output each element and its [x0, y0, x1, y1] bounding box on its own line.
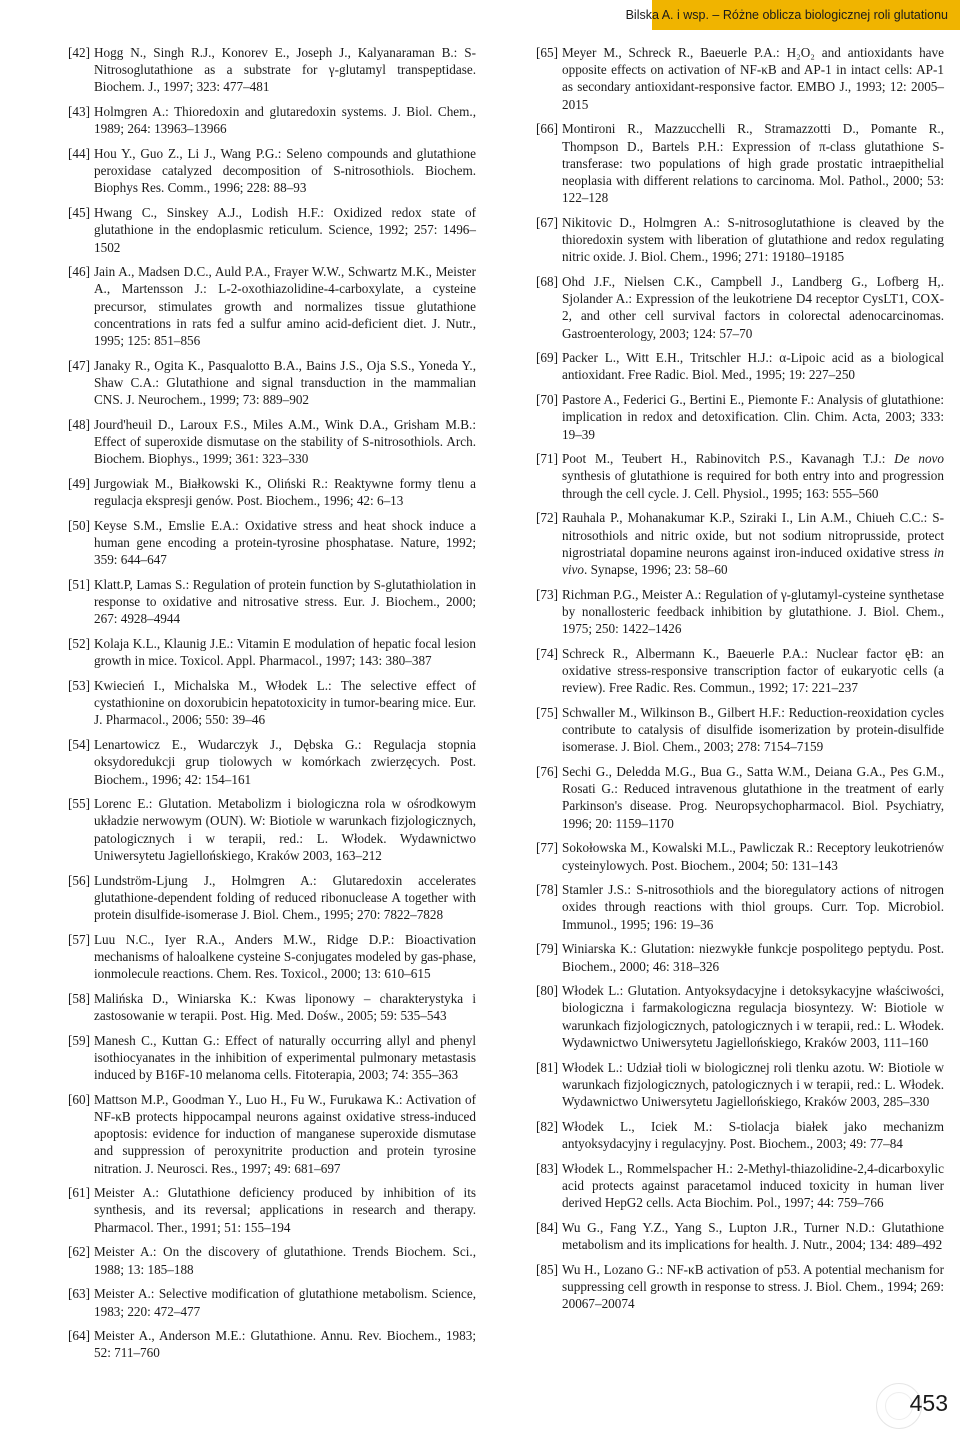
- reference-item: [536, 120, 944, 206]
- reference-number: [78]: [536, 882, 558, 898]
- reference-italic-text: De novo: [894, 451, 944, 467]
- reference-item: [68, 475, 476, 509]
- reference-item: [536, 1118, 944, 1152]
- reference-text: Hwang C., Sinskey A.J., Lodish H.F.: Oxidized redox state of glutathione in the endoplasmic reticulum. Science, 1992; 257: 1496–1502: [93, 205, 476, 255]
- reference-text: Kwiecień I., Michalska M., Włodek L.: The selective effect of cystathionine on doxorubicin hepatotoxicity in tumor-bearing mice. Eur. J. Pharmacol., 2006; 550: 39–46: [93, 678, 476, 728]
- reference-number: [81]: [536, 1059, 558, 1075]
- reference-item: [68, 931, 476, 983]
- reference-number: [43]: [68, 104, 90, 120]
- reference-item: [68, 263, 476, 349]
- reference-item: [68, 677, 476, 729]
- reference-number: [73]: [536, 586, 558, 602]
- reference-item: [536, 645, 944, 697]
- reference-text: Schwaller M., Wilkinson B., Gilbert H.F.: Reduction-reoxidation cycles contribute to catalysis of disulfide isomerization by protein-disulfide isomerase. J. Biol. Chem., 2003; 278: 7154–7159: [561, 704, 944, 755]
- reference-number: [67]: [536, 214, 558, 230]
- reference-item: [68, 517, 476, 569]
- reference-item: [536, 1261, 944, 1313]
- reference-text: Schreck R., Albermann K., Baeuerle P.A.: Nuclear factor ęB: an oxidative stress-responsive transcription factor of eukaryotic cells (a review). Free Radic. Res. Commun., 1992; 17: 221–237: [561, 645, 944, 696]
- references-left-column: [68, 44, 476, 1369]
- reference-item: [536, 1219, 944, 1253]
- reference-text: Hou Y., Guo Z., Li J., Wang P.G.: Seleno compounds and glutathione peroxidase catalyzed decomposition of S-nitrosothiols. Biochem. Biophys Res. Comm., 1996; 228: 88–93: [93, 146, 476, 196]
- reference-text: Poot M., Teubert H., Rabinovitch P.S., Kavanagh T.J.:: [561, 451, 895, 467]
- reference-text: Keyse S.M., Emslie E.A.: Oxidative stress and heat shock induce a human gene encoding a protein-tyrosine phosphatase. Nature, 1992; 359: 644–647: [93, 517, 476, 568]
- reference-number: [57]: [68, 931, 90, 947]
- reference-item: [68, 1285, 476, 1319]
- reference-text: Winiarska K.: Glutation: niezwykłe funkcje pospolitego peptydu. Post. Biochem., 2000; 46: 318–326: [561, 941, 944, 974]
- reference-text: Włodek L.: Udział tioli w biologicznej roli tlenku azotu. W: Biotiole w warunkach fizjologicznych, patologicznych i w terapii, red.: L. Włodek. Wydawnictwo Uniwersytetu Jagiellońskiego, Kraków 2003, 285–330: [561, 1059, 944, 1109]
- reference-text: Meister A.: Selective modification of glutathione metabolism. Science, 1983; 220: 472–477: [93, 1286, 476, 1319]
- reference-text: Stamler J.S.: S-nitrosothiols and the bioregulatory actions of nitrogen oxides through reactions with thiol groups. Curr. Top. Microbiol. Immunol., 1995; 196: 19–36: [561, 882, 944, 932]
- reference-text: Klatt.P, Lamas S.: Regulation of protein function by S-glutathiolation in response to oxidative and nitrosative stress. Eur. J. Biochem., 2000; 267: 4928–4944: [93, 576, 476, 627]
- reference-item: [536, 881, 944, 933]
- reference-number: [80]: [536, 983, 558, 999]
- reference-item: [68, 795, 476, 864]
- reference-number: [69]: [536, 350, 558, 366]
- reference-text: Włodek L., Iciek M.: S-tiolacja białek jako mechanizm antyoksydacyjny i regulacyjny. Post. Biochem., 2003; 49: 77–84: [561, 1118, 944, 1151]
- reference-text: Meister A.: On the discovery of glutathione. Trends Biochem. Sci., 1988; 13: 185–188: [93, 1244, 476, 1277]
- reference-number: [45]: [68, 205, 90, 221]
- reference-number: [70]: [536, 392, 558, 408]
- running-head: Bilska A. i wsp. – Różne oblicza biologicznej roli glutationu: [625, 8, 948, 22]
- reference-text: Nikitovic D., Holmgren A.: S-nitrosoglutathione is cleaved by the thioredoxin system with liberation of glutathione and redox regulating nitric oxide. J. Biol. Chem., 1996; 271: 19180–19185: [561, 214, 944, 265]
- reference-number: [64]: [68, 1328, 90, 1344]
- reference-number: [72]: [536, 510, 558, 526]
- reference-item: [68, 1091, 476, 1177]
- reference-item: [536, 982, 944, 1051]
- reference-text: Jurgowiak M., Białkowski K., Oliński R.: Reaktywne formy tlenu a regulacja ekspresji genów. Post. Biochem., 1996; 42: 6–13: [93, 475, 476, 509]
- reference-number: [53]: [68, 678, 90, 693]
- reference-text: Ohd J.F., Nielsen C.K., Campbell J., Landberg G., Lofberg H,. Sjolander A.: Expression of the leukotriene D4 receptor CysLT1, COX-2, and other cell survival factors in colorectal adenocarcinomas. Gastroenterology, 2003; 124: 57–70: [561, 273, 944, 341]
- reference-item: [536, 349, 944, 383]
- reference-number: [76]: [536, 764, 558, 780]
- reference-item: [536, 1160, 944, 1212]
- reference-item: [68, 1327, 476, 1361]
- reference-text: Lenartowicz E., Wudarczyk J., Dębska G.: Regulacja stopnia oksydoredukcji grup tiolowych w komórkach zwierzęcych. Post. Biochem., 1996; 42: 154–161: [93, 737, 476, 787]
- reference-number: [42]: [68, 45, 90, 60]
- reference-text: synthesis of glutathione is required for both entry into and progression through the cell cycle. J. Cell. Physiol., 1995; 163: 555–560: [562, 468, 944, 501]
- reference-text: Sokołowska M., Kowalski M.L., Pawliczak R.: Receptory leukotrienów cysteinylowych. Post. Biochem., 2004; 50: 131–143: [561, 840, 944, 873]
- reference-text: Lorenc E.: Glutation. Metabolizm i biologiczna rola w ośrodkowym układzie nerwowym (OUN). W: Biotiole w warunkach fizjologicznych, patologicznych i w terapii, red.: L. Włodek. Wydawnictwo Uniwersytetu Jagiellońskiego, Kraków 2003, 163–212: [93, 796, 476, 863]
- reference-text: Lundström-Ljung J., Holmgren A.: Glutaredoxin accelerates glutathione-dependent folding of reduced ribonuclease A together with protein disulfide-isomerase J. Biol. Chem., 1995; 270: 7822–7828: [93, 872, 476, 922]
- references-right-column: [536, 44, 944, 1320]
- reference-number: [48]: [68, 416, 90, 432]
- reference-item: [536, 450, 944, 502]
- reference-number: [56]: [68, 872, 90, 888]
- reference-text: Mattson M.P., Goodman Y., Luo H., Fu W., Furukawa K.: Activation of NF-κB protects hippocampal neurons against oxidative stress-induced apoptosis: evidence for induction of manganese superoxide dismutase and suppression of peroxynitrite production and protein tyrosine nitration. J. Neurosci. Res., 1997; 49: 681–697: [93, 1091, 476, 1176]
- reference-number: [77]: [536, 840, 558, 856]
- reference-item: [68, 44, 476, 96]
- reference-number: [44]: [68, 146, 90, 162]
- reference-number: [82]: [536, 1118, 558, 1134]
- reference-number: [65]: [536, 45, 558, 60]
- reference-text: Janaky R., Ogita K., Pasqualotto B.A., Bains J.S., Oja S.S., Yoneda Y., Shaw C.A.: Glutathione and signal transduction in the mammalian CNS. J. Neurochem., 1999; 73: 889–902: [93, 357, 476, 408]
- reference-text: Wu H., Lozano G.: NF-κB activation of p53. A potential mechanism for suppressing cell growth in response to stress. J. Biol. Chem., 1994; 269: 20067–20074: [561, 1261, 944, 1311]
- reference-text: Malińska D., Winiarska K.: Kwas liponowy – charakterystyka i zastosowanie w terapii. Post. Hig. Med. Dośw., 2005; 59: 535–543: [93, 990, 476, 1023]
- reference-number: [50]: [68, 517, 90, 533]
- reference-item: [536, 586, 944, 638]
- reference-number: [68]: [536, 273, 558, 289]
- reference-number: [46]: [68, 264, 90, 280]
- reference-text: Meister A.: Glutathione deficiency produced by inhibition of its synthesis, and its reversal; applications in research and therapy. Pharmacol. Ther., 1991; 51: 155–194: [93, 1185, 476, 1235]
- reference-item: [68, 416, 476, 468]
- reference-text: Montironi R., Mazzucchelli R., Stramazzotti D., Pomante R., Thompson D., Bartels P.H.: Expression of π-class glutathione S-transferase: two populations of high grade prostatic intraepithelial neoplasia with different relations to carcinoma. Mol. Pathol., 2000; 53: 122–128: [561, 121, 944, 206]
- reference-item: [68, 1032, 476, 1084]
- reference-item: [68, 103, 476, 137]
- reference-italic-text: in vivo: [562, 544, 944, 577]
- reference-number: [47]: [68, 357, 90, 373]
- reference-text: Włodek L.: Glutation. Antyoksydacyjne i detoksykacyjne właściwości, biologiczna i farmakologiczna regulacja biosyntezy. W: Biotiole w warunkach fizjologicznych, patologicznych i w terapii, red.: L. Włodek. Wydawnictwo Uniwersytetu Jagiellońskiego, Kraków 2003, 111–160: [561, 983, 944, 1050]
- reference-text: . Synapse, 1996; 23: 58–60: [583, 561, 728, 577]
- reference-text: Kolaja K.L., Klaunig J.E.: Vitamin E modulation of hepatic focal lesion growth in mice. Toxicol. Appl. Pharmacol., 1997; 143: 380–387: [93, 636, 476, 669]
- reference-text: Jain A., Madsen D.C., Auld P.A., Frayer W.W., Schwartz M.K., Meister A., Martensson J.: L-2-oxothiazolidine-4-carboxylate, a cysteine precursor, stimulates growth and normalizes tissue glutathione concentrations in rats fed a sulfur amino acid-deficient diet. J. Nutr., 1995; 125: 851–856: [93, 264, 476, 349]
- reference-item: [536, 44, 944, 113]
- reference-text: Luu N.C., Iyer R.A., Anders M.W., Ridge D.P.: Bioactivation mechanisms of haloalkene cysteine S-conjugates modeled by gas-phase, ionmolecule reactions. Chem. Res. Toxicol., 2000; 13: 610–615: [93, 931, 476, 982]
- reference-number: [74]: [536, 645, 558, 661]
- reference-text: Manesh C., Kuttan G.: Effect of naturally occurring allyl and phenyl isothiocyanates in the inhibition of experimental pulmonary metastasis induced by B16F-10 melanoma cells. Fitoterapia, 2003; 74: 355–363: [93, 1032, 476, 1083]
- reference-text: Rauhala P., Mohanakumar K.P., Sziraki I., Lin A.M., Chiueh C.C.: S-nitrosothiols and nitric oxide, but not sodium nitroprusside, protect nigrostriatal dopamine neurons against iron-induced oxidative stress: [561, 510, 944, 560]
- reference-item: [68, 1184, 476, 1236]
- reference-text: Packer L., Witt E.H., Tritschler H.J.: α-Lipoic acid as a biological antioxidant. Free Radic. Biol. Med., 1995; 19: 227–250: [561, 350, 944, 383]
- reference-text: Hogg N., Singh R.J., Konorev E., Joseph J., Kalyanaraman B.: S-Nitrosoglutathione as a substrate for γ-glutamyl transpeptidase. Biochem. J., 1997; 323: 477–481: [93, 45, 476, 95]
- reference-item: [536, 763, 944, 832]
- reference-item: [68, 576, 476, 628]
- reference-number: [55]: [68, 796, 90, 812]
- reference-number: [63]: [68, 1286, 90, 1302]
- reference-text: Jourd'heuil D., Laroux F.S., Miles A.M., Wink D.A., Grisham M.B.: Effect of superoxide dismutase on the stability of S-nitrosothiols. Arch. Biochem. Biophys., 1999; 361: 323–330: [93, 416, 476, 467]
- reference-item: [68, 635, 476, 669]
- reference-number: [51]: [68, 576, 90, 592]
- reference-number: [54]: [68, 737, 90, 753]
- reference-text: Holmgren A.: Thioredoxin and glutaredoxin systems. J. Biol. Chem., 1989; 264: 13963–13966: [93, 104, 476, 137]
- reference-number: [83]: [536, 1160, 558, 1176]
- reference-text: Wu G., Fang Y.Z., Yang S., Lupton J.R., Turner N.D.: Glutathione metabolism and its implications for health. J. Nutr., 2004; 134: 489–492: [561, 1219, 944, 1252]
- reference-item: [68, 1243, 476, 1277]
- reference-text: Meyer M., Schreck R., Baeuerle P.A.: H₂O₂ and antioxidants have opposite effects on activation of NF-κB and AP-1 in intact cells: AP-1 as secondary antioxidant-responsive factor. EMBO J., 1993; 12: 2005–2015: [561, 45, 944, 112]
- reference-number: [85]: [536, 1261, 558, 1277]
- reference-number: [49]: [68, 475, 90, 491]
- reference-item: [536, 391, 944, 443]
- reference-item: [536, 273, 944, 342]
- reference-text: Sechi G., Deledda M.G., Bua G., Satta W.M., Deiana G.A., Pes G.M., Rosati G.: Reduced intravenous glutathione in the treatment of early Parkinson's disease. Prog. Neuropsychopharmacol. Biol. Psychiatry, 1996; 20: 1159–1170: [561, 764, 944, 831]
- reference-item: [536, 1059, 944, 1111]
- reference-text: Meister A., Anderson M.E.: Glutathione. Annu. Rev. Biochem., 1983; 52: 711–760: [93, 1328, 476, 1361]
- reference-number: [84]: [536, 1219, 558, 1235]
- reference-number: [62]: [68, 1244, 90, 1260]
- reference-item: [68, 204, 476, 256]
- reference-item: [68, 357, 476, 409]
- reference-item: [68, 990, 476, 1024]
- reference-item: [68, 736, 476, 788]
- reference-number: [79]: [536, 941, 558, 957]
- reference-item: [68, 145, 476, 197]
- reference-item: [68, 872, 476, 924]
- reference-item: [536, 214, 944, 266]
- reference-number: [75]: [536, 704, 558, 720]
- reference-number: [66]: [536, 121, 558, 137]
- reference-number: [59]: [68, 1032, 90, 1048]
- reference-item: [536, 509, 944, 578]
- reference-text: Pastore A., Federici G., Bertini E., Piemonte F.: Analysis of glutathione: implication in redox and detoxification. Clin. Chim. Acta, 2003; 333: 19–39: [561, 392, 944, 442]
- reference-text: Richman P.G., Meister A.: Regulation of γ-glutamyl-cysteine synthetase by nonallosteric feedback inhibition by glutathione. J. Biol. Chem., 1975; 250: 1422–1426: [561, 586, 944, 637]
- reference-number: [61]: [68, 1185, 90, 1201]
- page-number: 453: [909, 1390, 948, 1416]
- reference-number: [58]: [68, 990, 90, 1006]
- reference-number: [52]: [68, 636, 90, 652]
- reference-number: [60]: [68, 1091, 90, 1107]
- reference-item: [536, 839, 944, 873]
- reference-text: Włodek L., Rommelspacher H.: 2-Methyl-thiazolidine-2,4-dicarboxylic acid protects against paracetamol induced toxicity in human liver derived HepG2 cells. Acta Biochim. Pol., 1997; 44: 759–766: [561, 1160, 944, 1210]
- reference-number: [71]: [536, 451, 558, 467]
- reference-item: [536, 940, 944, 974]
- reference-item: [536, 704, 944, 756]
